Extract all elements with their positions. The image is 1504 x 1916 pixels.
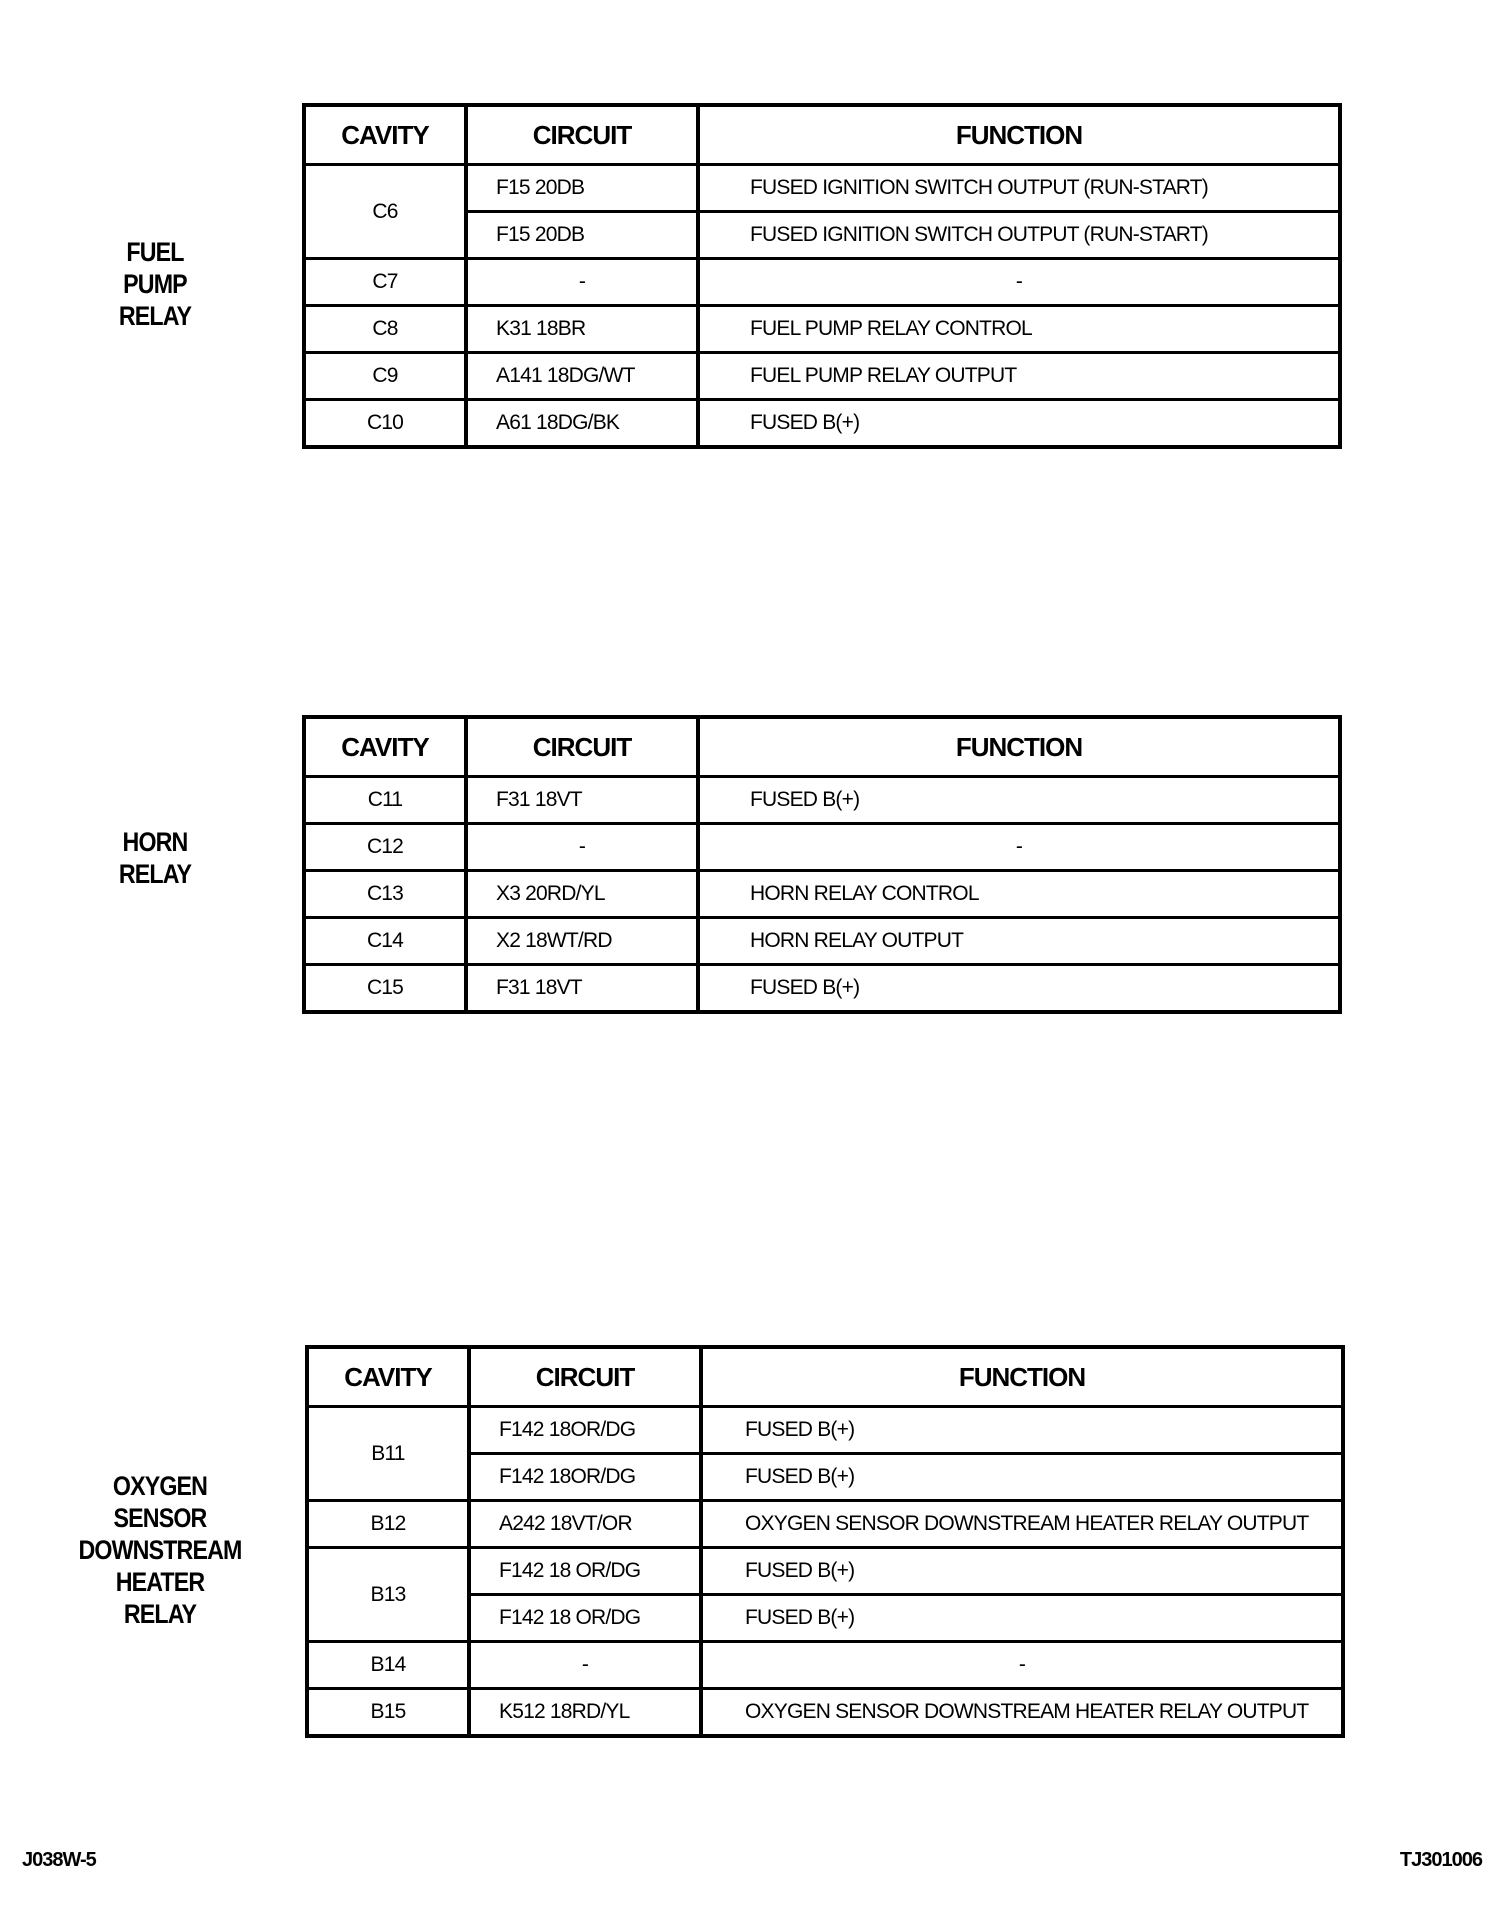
table-header-row — [307, 1347, 1343, 1407]
header-circuit: CIRCUIT — [466, 105, 698, 165]
cavity-cell: B14 — [307, 1642, 469, 1689]
table-row — [307, 1689, 1343, 1737]
cavity-cell: C14 — [304, 918, 466, 965]
table-row — [304, 965, 1340, 1013]
circuit-cell: K512 18RD/YL — [469, 1689, 701, 1737]
circuit-cell: F31 18VT — [466, 965, 698, 1013]
cavity-cell: C11 — [304, 777, 466, 824]
header-circuit: CIRCUIT — [466, 717, 698, 777]
circuit-cell: F15 20DB — [466, 165, 698, 212]
cavity-cell: C10 — [304, 400, 466, 448]
table-row — [304, 871, 1340, 918]
header-cavity: CAVITY — [307, 1347, 469, 1407]
table-row — [304, 824, 1340, 871]
circuit-cell: K31 18BR — [466, 306, 698, 353]
horn-relay-table — [302, 715, 1342, 1014]
function-cell: FUSED IGNITION SWITCH OUTPUT (RUN-START) — [698, 165, 1340, 212]
oxygen-sensor-relay-table — [305, 1345, 1345, 1738]
footer-right-code: TJ301006 — [1399, 1849, 1482, 1871]
function-cell: FUSED B(+) — [698, 777, 1340, 824]
circuit-cell: X3 20RD/YL — [466, 871, 698, 918]
cavity-cell: C6 — [304, 165, 466, 259]
function-cell: FUSED B(+) — [701, 1454, 1343, 1501]
fuel-pump-relay-table — [302, 103, 1342, 449]
table-header-row — [304, 105, 1340, 165]
header-cavity: CAVITY — [304, 717, 466, 777]
cavity-cell: C13 — [304, 871, 466, 918]
section-label-horn-relay: HORN RELAY — [118, 827, 192, 889]
circuit-cell: F15 20DB — [466, 212, 698, 259]
table-row — [304, 259, 1340, 306]
circuit-cell: F142 18OR/DG — [469, 1454, 701, 1501]
circuit-cell: A242 18VT/OR — [469, 1501, 701, 1548]
function-cell: FUSED B(+) — [701, 1407, 1343, 1454]
function-cell: - — [701, 1642, 1343, 1689]
function-cell: FUEL PUMP RELAY CONTROL — [698, 306, 1340, 353]
header-cavity: CAVITY — [304, 105, 466, 165]
function-cell: FUEL PUMP RELAY OUTPUT — [698, 353, 1340, 400]
circuit-cell: X2 18WT/RD — [466, 918, 698, 965]
table-row — [304, 165, 1340, 212]
circuit-cell: F142 18OR/DG — [469, 1407, 701, 1454]
header-function: FUNCTION — [698, 105, 1340, 165]
function-cell: FUSED B(+) — [698, 400, 1340, 448]
cavity-cell: C9 — [304, 353, 466, 400]
circuit-cell: F31 18VT — [466, 777, 698, 824]
circuit-cell: A141 18DG/WT — [466, 353, 698, 400]
function-cell: OXYGEN SENSOR DOWNSTREAM HEATER RELAY OUTPUT — [701, 1501, 1343, 1548]
header-function: FUNCTION — [701, 1347, 1343, 1407]
function-cell: - — [698, 824, 1340, 871]
function-cell: - — [698, 259, 1340, 306]
circuit-cell: A61 18DG/BK — [466, 400, 698, 448]
table-row — [304, 400, 1340, 448]
table-row — [307, 1501, 1343, 1548]
circuit-cell: - — [466, 259, 698, 306]
header-circuit: CIRCUIT — [469, 1347, 701, 1407]
function-cell: HORN RELAY CONTROL — [698, 871, 1340, 918]
function-cell: HORN RELAY OUTPUT — [698, 918, 1340, 965]
footer-left-code: J038W-5 — [22, 1849, 96, 1871]
cavity-cell: C7 — [304, 259, 466, 306]
cavity-cell: B11 — [307, 1407, 469, 1501]
cavity-cell: B15 — [307, 1689, 469, 1737]
table-row — [307, 1548, 1343, 1595]
cavity-cell: C8 — [304, 306, 466, 353]
function-cell: OXYGEN SENSOR DOWNSTREAM HEATER RELAY OUTPUT — [701, 1689, 1343, 1737]
circuit-cell: - — [469, 1642, 701, 1689]
cavity-cell: B13 — [307, 1548, 469, 1642]
section-label-fuel-pump-relay: FUEL PUMP RELAY — [118, 237, 192, 331]
table-row — [307, 1642, 1343, 1689]
circuit-cell: - — [466, 824, 698, 871]
function-cell: FUSED B(+) — [701, 1595, 1343, 1642]
cavity-cell: C15 — [304, 965, 466, 1013]
table-row — [304, 306, 1340, 353]
table-row — [304, 777, 1340, 824]
cavity-cell: B12 — [307, 1501, 469, 1548]
function-cell: FUSED IGNITION SWITCH OUTPUT (RUN-START) — [698, 212, 1340, 259]
header-function: FUNCTION — [698, 717, 1340, 777]
table-row — [304, 353, 1340, 400]
table-header-row — [304, 717, 1340, 777]
function-cell: FUSED B(+) — [701, 1548, 1343, 1595]
table-row — [307, 1407, 1343, 1454]
section-label-oxygen-sensor-relay: OXYGEN SENSOR DOWNSTREAM HEATER RELAY — [78, 1471, 242, 1629]
table-row — [304, 918, 1340, 965]
cavity-cell: C12 — [304, 824, 466, 871]
function-cell: FUSED B(+) — [698, 965, 1340, 1013]
circuit-cell: F142 18 OR/DG — [469, 1595, 701, 1642]
circuit-cell: F142 18 OR/DG — [469, 1548, 701, 1595]
